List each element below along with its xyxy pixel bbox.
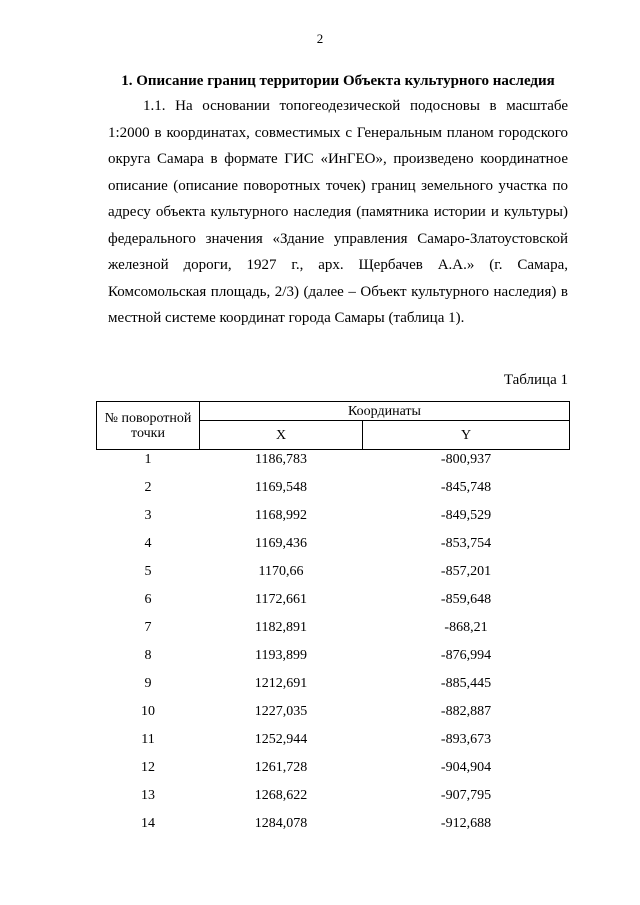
cell-y: -904,904 xyxy=(440,760,492,775)
cell-x: 1172,661 xyxy=(255,592,307,607)
table-row xyxy=(97,814,570,842)
table-row xyxy=(97,786,570,814)
cell-point-number: 4 xyxy=(144,536,152,551)
cell-y: -907,795 xyxy=(440,788,492,803)
cell-x: 1169,548 xyxy=(255,480,307,495)
cell-x: 1261,728 xyxy=(254,760,308,775)
cell-x: 1182,891 xyxy=(255,620,307,635)
table-body xyxy=(97,450,570,843)
header-y: Y xyxy=(363,421,570,450)
header-x: X xyxy=(200,421,363,450)
cell-y: -859,648 xyxy=(440,592,492,607)
page-number: 2 xyxy=(316,31,324,46)
table-row xyxy=(97,730,570,758)
cell-point-number: 10 xyxy=(141,704,155,719)
table-row xyxy=(97,562,570,590)
cell-y: -912,688 xyxy=(440,816,492,831)
cell-point-number: 12 xyxy=(141,760,155,775)
cell-point-number: 14 xyxy=(141,816,155,831)
cell-x: 1252,944 xyxy=(254,732,308,747)
cell-x: 1168,992 xyxy=(255,508,307,523)
cell-point-number: 1 xyxy=(144,452,152,467)
table-row xyxy=(97,590,570,618)
table-row xyxy=(97,506,570,534)
cell-point-number: 13 xyxy=(141,788,155,803)
header-point-number: № поворотной точки xyxy=(97,402,200,450)
coordinates-table xyxy=(96,401,570,842)
cell-x: 1227,035 xyxy=(254,704,308,719)
cell-x: 1169,436 xyxy=(255,536,307,551)
cell-point-number: 8 xyxy=(144,648,152,663)
cell-point-number: 11 xyxy=(141,732,155,747)
section-heading: 1. Описание границ территории Объекта культурного наследия xyxy=(121,73,555,89)
table-caption: Таблица 1 xyxy=(503,372,568,388)
cell-x: 1212,691 xyxy=(254,676,308,691)
cell-y: -849,529 xyxy=(440,508,492,523)
cell-y: -857,201 xyxy=(440,564,492,579)
cell-y: -853,754 xyxy=(440,536,492,551)
table-row xyxy=(97,702,570,730)
cell-x: 1268,622 xyxy=(254,788,308,803)
body-paragraph: 1.1. На основании топогеодезической подосновы в масштабе 1:2000 в координатах, совместимых с Генеральным планом городского округа Самара в формате ГИС «ИнГЕО», произведено координатное описание (описание поворотных точек) границ земельного участка по адресу объекта культурного наследия (памятника истории и культуры) федерального значения «Здание управления Самаро-Златоустовской железной дороги, 1927 г., арх. Щербачев А.А.» (г. Самара, Комсомольская площадь, 2/3) (далее – Объект культурного наследия) в местной системе координат города Самары (таблица 1). xyxy=(108,98,568,326)
cell-x: 1186,783 xyxy=(255,452,307,467)
cell-y: -882,887 xyxy=(440,704,492,719)
table-row xyxy=(97,758,570,786)
table-row xyxy=(97,478,570,506)
cell-y: -845,748 xyxy=(440,480,492,495)
table-row xyxy=(97,646,570,674)
cell-point-number: 2 xyxy=(144,480,152,495)
cell-point-number: 5 xyxy=(144,564,152,579)
cell-y: -885,445 xyxy=(440,676,492,691)
cell-point-number: 3 xyxy=(144,508,152,523)
cell-point-number: 7 xyxy=(144,620,152,635)
table-row xyxy=(97,674,570,702)
cell-x: 1170,66 xyxy=(258,564,304,579)
table-row xyxy=(97,450,570,479)
cell-point-number: 9 xyxy=(144,676,152,691)
cell-y: -893,673 xyxy=(440,732,492,747)
cell-x: 1193,899 xyxy=(255,648,307,663)
cell-point-number: 6 xyxy=(144,592,152,607)
table-row xyxy=(97,618,570,646)
cell-y: -800,937 xyxy=(440,452,492,467)
cell-y: -868,21 xyxy=(444,620,488,635)
cell-x: 1284,078 xyxy=(254,816,308,831)
cell-y: -876,994 xyxy=(440,648,492,663)
header-coordinates: Координаты xyxy=(200,402,570,421)
table-row xyxy=(97,534,570,562)
